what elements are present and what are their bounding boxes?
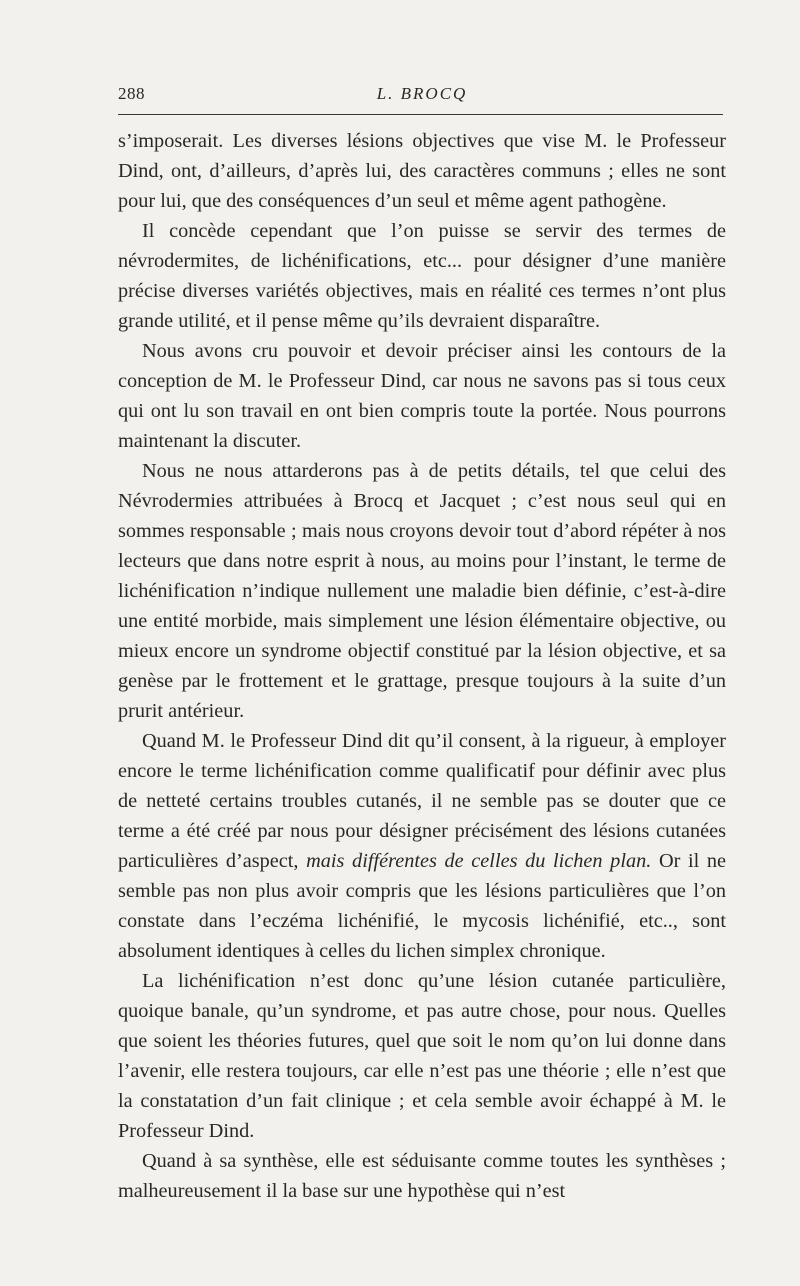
page-number: 288 <box>118 84 145 103</box>
running-head: L. BROCQ <box>376 84 468 103</box>
page-header <box>118 84 726 112</box>
paragraph-2: Il concède cependant que l’on puisse se servir des termes de névrodermites, de lichénifications, etc... pour désigner d’une manière précise diverses variétés objectives, mais en réalité ces termes n’ont plus grande utilité, et il pense même qu’ils devraient disparaître. <box>118 220 726 332</box>
paragraph-4: Nous ne nous attarderons pas à de petits détails, tel que celui des Névrodermies attribuées à Brocq et Jacquet ; c’est nous seul qui en sommes responsable ; mais nous croyons devoir tout d’abord répéter à nos lecteurs que dans notre esprit à nous, au moins pour l’instant, le terme de lichénification n’indique nullement une maladie bien définie, c’est-à-dire une entité morbide, mais simplement une lésion élémentaire objective, ou mieux encore un syndrome objectif constitué par la lésion objective, et sa genèse par le frottement et le grattage, presque toujours à la suite d’un prurit antérieur. <box>118 460 726 722</box>
paragraph-5-italic-text: mais différentes de celles du lichen plan. <box>306 850 652 872</box>
paragraph-5-text-before: Quand M. le Professeur Dind dit qu’il consent, à la rigueur, à employer encore le terme lichénification comme qualificatif pour définir avec plus de netteté certains troubles cutanés, il ne semble pas se douter que ce terme a été créé par nous pour désigner précisément des lésions cutanées particulières d’aspect, <box>118 730 726 872</box>
body-text <box>118 126 726 1206</box>
paragraph-5 <box>118 726 726 966</box>
paragraph-1: s’imposerait. Les diverses lésions objectives que vise M. le Professeur Dind, ont, d’ailleurs, d’après lui, des caractères communs ; elles ne sont pour lui, que des conséquences d’un seul et même agent pathogène. <box>118 130 726 212</box>
header-rule <box>118 114 723 115</box>
paragraph-7: Quand à sa synthèse, elle est séduisante comme toutes les synthèses ; malheureusement il la base sur une hypothèse qui n’est <box>118 1150 726 1202</box>
paragraph-6: La lichénification n’est donc qu’une lésion cutanée particulière, quoique banale, qu’un syndrome, et pas autre chose, pour nous. Quelles que soient les théories futures, quel que soit le nom qu’on lui donne dans l’avenir, elle restera toujours, car elle n’est pas une théorie ; elle n’est que la constatation d’un fait clinique ; et cela semble avoir échappé à M. le Professeur Dind. <box>118 970 726 1142</box>
paragraph-3: Nous avons cru pouvoir et devoir préciser ainsi les contours de la conception de M. le Professeur Dind, car nous ne savons pas si tous ceux qui ont lu son travail en ont bien compris toute la portée. Nous pourrons maintenant la discuter. <box>118 340 726 452</box>
paragraph-5-text-after: Or il ne semble pas non plus avoir compris que les lésions particulières que l’on constate dans l’eczéma lichénifié, le mycosis lichénifié, etc.., sont absolument identiques à celles du lichen simplex chronique. <box>118 850 726 962</box>
